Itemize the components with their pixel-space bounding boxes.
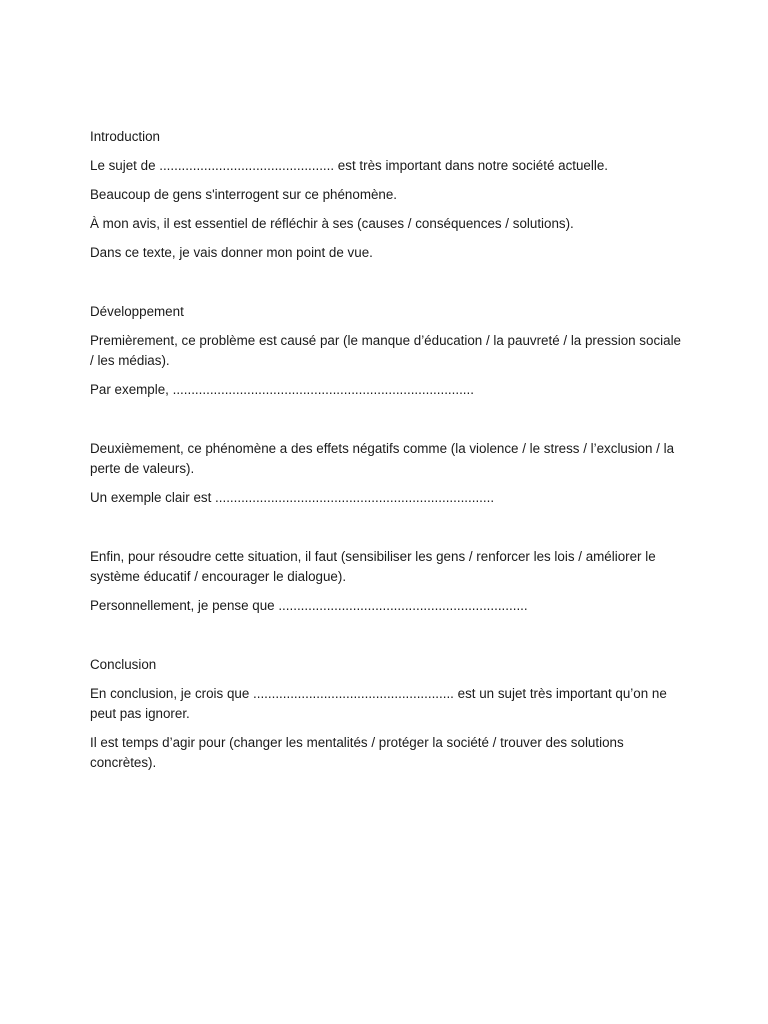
introduction-paragraph-3: À mon avis, il est essentiel de réfléchir à ses (causes / conséquences / solutions). [90,216,574,231]
introduction-paragraph-2: Beaucoup de gens s'interrogent sur ce phénomène. [90,187,398,202]
section-spacer [90,517,686,547]
section-spacer [90,272,686,302]
development-heading: Développement [90,304,184,319]
development-paragraph-example-1: Par exemple, ................................................................................. [90,382,474,397]
section-spacer [90,409,686,439]
conclusion-heading: Conclusion [90,657,157,672]
development-paragraph-solution: Enfin, pour résoudre cette situation, il faut (sensibiliser les gens / renforcer les lois / améliorer le système éducatif / encourager le dialogue). [90,549,656,584]
development-paragraph-example-2: Un exemple clair est ........................................................................... [90,490,495,505]
conclusion-paragraph-1: En conclusion, je crois que ...................................................... est un sujet très important qu’on ne peut pas ignorer. [90,686,667,721]
document-body [90,127,686,782]
section-spacer [90,625,686,655]
introduction-paragraph-1: Le sujet de ............................................... est très important dans notre société actuelle. [90,158,608,173]
development-paragraph-effects: Deuxièmement, ce phénomène a des effets négatifs comme (la violence / le stress / l’exclusion / la perte de valeurs). [90,441,675,476]
development-paragraph-opinion: Personnellement, je pense que ................................................................... [90,598,528,613]
introduction-paragraph-4: Dans ce texte, je vais donner mon point de vue. [90,245,373,260]
conclusion-paragraph-2: Il est temps d’agir pour (changer les mentalités / protéger la société / trouver des solutions concrètes). [90,735,624,770]
introduction-heading: Introduction [90,129,160,144]
development-paragraph-cause: Premièrement, ce problème est causé par (le manque d’éducation / la pauvreté / la pression sociale / les médias). [90,333,681,368]
